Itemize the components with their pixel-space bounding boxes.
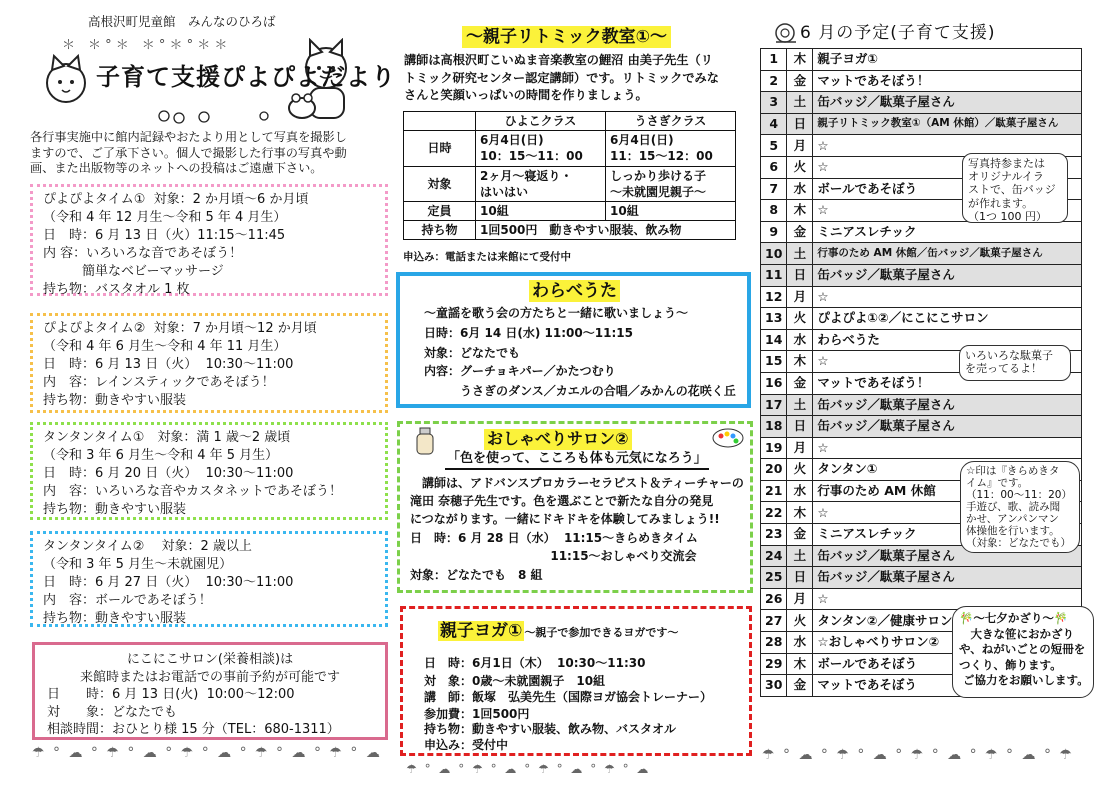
calendar-weekday: 水: [787, 480, 813, 502]
yoga-subtitle: 〜親子で参加できるヨガです〜: [524, 626, 679, 639]
paint-palette-icon: [712, 428, 744, 448]
salon-line: 相談時間：おひとり様 15 分（TEL：680-1311）: [47, 722, 340, 738]
event-line: 内 容：ボールであそぼう！: [43, 592, 212, 608]
table-cell: ひよこクラス: [476, 112, 606, 131]
calendar-date: 11: [761, 264, 787, 286]
calendar-row: [761, 70, 1082, 92]
event-line: 内 容：いろいろな音やカスタネットであそぼう！: [43, 483, 343, 499]
calendar-date: 27: [761, 610, 787, 632]
event-line: （令和 4 年 12 月生〜令和 5 年 4 月生）: [43, 209, 287, 225]
calendar-weekday: 月: [787, 588, 813, 610]
calendar-event: 行事のため AM 休館／缶バッジ／駄菓子屋さん: [813, 243, 1082, 265]
yoga-title-text: 親子ヨガ①: [440, 621, 523, 641]
calendar-date: 17: [761, 394, 787, 416]
oshaberi-line: 対象：どなたでも 8 組: [410, 568, 543, 582]
calendar-weekday: 金: [787, 372, 813, 394]
calendar-weekday: 月: [787, 437, 813, 459]
event-line: 日 時：6 月 13 日（火） 10:30〜11:00: [43, 356, 294, 372]
intro-line: 講師は高根沢町こいぬま音楽教室の鯉沼 由美子先生（リ: [404, 53, 713, 67]
event-line: 日 時：6 月 20 日（火） 10:30〜11:00: [43, 465, 294, 481]
badge-note-bubble: 写真持参または オリジナルイラ ストで、缶バッジ が作れます。 （1つ 100 円）: [962, 153, 1068, 223]
calendar-weekday: 水: [787, 632, 813, 654]
calendar-date: 12: [761, 286, 787, 308]
calendar-event: タンタン②／健康サロン: [813, 610, 1082, 632]
calendar-event: ☆: [813, 502, 1082, 524]
warabeuta-line: 対象：どなたでも: [424, 346, 521, 360]
kirameki-note-bubble: ☆印は『きらめきタ イム』です。 （11：00〜11：20） 手遊び、歌、読み聞 かせ、アンパンマン 体操他を行います。 （対象：どなたでも）: [960, 461, 1080, 553]
table-cell: 定員: [404, 201, 476, 220]
calendar-event: 行事のため AM 休館: [813, 480, 1082, 502]
tantan-time-1: [30, 422, 388, 520]
calendar-date: 14: [761, 329, 787, 351]
rhythmic-apply: 申込み：電話または来館にて受付中: [403, 251, 571, 263]
calendar-date: 3: [761, 92, 787, 114]
oshaberi-line: 日 時：6 月 28 日（水） 11:15〜きらめきタイム: [410, 531, 698, 545]
notice-line: 画、また出版物等のネットへの投稿はご遠慮下さい。: [30, 161, 323, 176]
warabeuta-line: 内容：グーチョキパー／かたつむり: [424, 364, 616, 378]
table-cell: 10組: [606, 201, 736, 220]
table-cell: 2ヶ月〜寝返り・ はいはい: [476, 166, 606, 201]
rhythmic-table: [403, 111, 736, 240]
dagashi-note-bubble: いろいろな駄菓子 を売ってるよ！: [959, 345, 1071, 381]
calendar-row: [761, 286, 1082, 308]
calendar-event: 缶バッジ／駄菓子屋さん: [813, 92, 1082, 114]
event-line: タンタンタイム① 対象：満 1 歳〜2 歳頃: [43, 430, 291, 445]
calendar-row: [761, 308, 1082, 330]
snail-icon: [772, 18, 798, 44]
tantan-time-2: [30, 531, 388, 627]
table-cell: [404, 112, 476, 131]
calendar-weekday: 日: [787, 416, 813, 438]
calendar-date: 23: [761, 524, 787, 546]
calendar-weekday: 金: [787, 524, 813, 546]
calendar-date: 21: [761, 480, 787, 502]
calendar-title: 6 月の予定(子育て支援): [800, 23, 996, 43]
event-line: タンタンタイム② 対象：2 歳以上: [43, 539, 252, 554]
calendar-weekday: 日: [787, 264, 813, 286]
calendar-event: 缶バッジ／駄菓子屋さん: [813, 416, 1082, 438]
table-cell: しっかり歩ける子 〜未就園児親子〜: [606, 166, 736, 201]
calendar-date: 30: [761, 675, 787, 697]
calendar-event: 缶バッジ／駄菓子屋さん: [813, 394, 1082, 416]
event-line: ぴよぴよタイム① 対象：2 か月頃〜6 か月頃: [43, 192, 309, 207]
calendar-date: 6: [761, 156, 787, 178]
table-cell: 対象: [404, 166, 476, 201]
calendar-row: [761, 113, 1082, 135]
calendar-date: 19: [761, 437, 787, 459]
yoga-line: 申込み：受付中: [424, 738, 509, 752]
calendar-event: マットであそぼう: [813, 675, 1082, 697]
calendar-row: [761, 221, 1082, 243]
calendar-date: 16: [761, 372, 787, 394]
intro-line: トミック研究センター認定講師）です。リトミックでみな: [404, 70, 719, 85]
table-row: [404, 201, 736, 220]
event-line: （令和 3 年 6 月生〜令和 4 年 5 月生）: [43, 447, 279, 463]
oshaberi-line: 講師は、アドバンスプロカラーセラピスト＆ティーチャーの: [410, 476, 744, 490]
event-line: 簡単なベビーマッサージ: [43, 263, 224, 279]
calendar-date: 8: [761, 200, 787, 222]
calendar-event: マットであそぼう！: [813, 70, 1082, 92]
salon-line: 日 時：6 月 13 日(火) 10:00〜12:00: [47, 687, 295, 703]
warabeuta-line: 〜童謡を歌う会の方たちと一緒に歌いましょう〜: [424, 306, 689, 320]
calendar-event: ぴよぴよ①②／にこにこサロン: [813, 308, 1082, 330]
calendar-event: ミニアスレチック: [813, 221, 1082, 243]
calendar-row: [761, 394, 1082, 416]
calendar-event: わらべうた: [813, 329, 1082, 351]
calendar-event: タンタン①: [813, 459, 1082, 481]
calendar-weekday: 月: [787, 135, 813, 157]
nikoniko-salon: [32, 642, 388, 740]
table-cell: 日時: [404, 131, 476, 166]
table-row: [404, 131, 736, 166]
calendar-weekday: 火: [787, 459, 813, 481]
oshaberi-salon-title: おしゃべりサロン②: [484, 429, 632, 450]
calendar-weekday: 金: [787, 70, 813, 92]
star-decoration: ＊ ＊ ° ＊ ＊ ° ＊ ° ＊ ＊: [62, 38, 228, 53]
oshaberi-line: 11:15〜おしゃべり交流会: [410, 549, 697, 563]
bottle-icon: [414, 426, 436, 456]
calendar-event: マットであそぼう！: [813, 372, 1082, 394]
calendar-weekday: 日: [787, 113, 813, 135]
calendar-date: 28: [761, 632, 787, 654]
salon-line: 対 象：どなたでも: [47, 704, 178, 720]
yoga-line: 日 時：6月1日（木） 10:30〜11:30: [424, 656, 646, 670]
calendar-weekday: 水: [787, 178, 813, 200]
event-line: 持ち物：動きやすい服装: [43, 392, 187, 408]
warabeuta-line: うさぎのダンス／カエルの合唱／みかんの花咲く丘: [424, 384, 736, 398]
calendar-date: 26: [761, 588, 787, 610]
calendar-date: 5: [761, 135, 787, 157]
calendar-row: [761, 416, 1082, 438]
calendar-weekday: 木: [787, 351, 813, 373]
rain-decoration: ☂ ° ☁ ° ☂ ° ☁ ° ☂ ° ☁ ° ☂ ° ☁ ° ☂: [762, 747, 1074, 763]
calendar-event: ☆: [813, 200, 1082, 222]
rhythmic-title: 〜親子リトミック教室①〜: [462, 26, 671, 48]
calendar-event: ☆: [813, 286, 1082, 308]
calendar-event: ☆おしゃべりサロン②: [813, 632, 1082, 654]
oyako-yoga-title: [438, 620, 678, 642]
calendar-row: [761, 437, 1082, 459]
calendar-event: 缶バッジ／駄菓子屋さん: [813, 545, 1082, 567]
yoga-line: 対 象：0歳〜未就園親子 10組: [424, 674, 606, 688]
event-line: 日 時：6 月 27 日（火） 10:30〜11:00: [43, 574, 294, 590]
calendar-event: 親子リトミック教室①（AM 休館）／駄菓子屋さん: [813, 113, 1082, 135]
calendar-weekday: 木: [787, 200, 813, 222]
event-line: 日 時：6 月 13 日（火）11:15〜11:45: [43, 227, 286, 243]
calendar-row: [761, 243, 1082, 265]
event-line: （令和 3 年 5 月生〜未就園児）: [43, 556, 233, 572]
salon-line: にこにこサロン(栄養相談)は: [126, 652, 294, 667]
calendar-event: ミニアスレチック: [813, 524, 1082, 546]
event-line: 持ち物：動きやすい服装: [43, 501, 187, 517]
photo-notice: [30, 130, 385, 177]
warabeuta-title: わらべうた: [529, 280, 620, 302]
event-line: （令和 4 年 6 月生〜令和 4 年 11 月生）: [43, 338, 287, 354]
yoga-line: 講 師：飯塚 弘美先生（国際ヨガ協会トレーナー）: [424, 690, 713, 704]
calendar-row: [761, 49, 1082, 71]
oshaberi-line: につながります。一緒にドキドキを体験してみましょう!!: [410, 512, 720, 526]
calendar-event: ☆: [813, 437, 1082, 459]
calendar-weekday: 土: [787, 243, 813, 265]
calendar-weekday: 火: [787, 156, 813, 178]
calendar-date: 15: [761, 351, 787, 373]
page-title: 子育て支援ぴよぴよだより: [96, 63, 396, 91]
table-cell: 10組: [476, 201, 606, 220]
oshaberi-line: 滝田 奈穂子先生です。色を選ぶことで新たな自分の発見: [410, 494, 714, 508]
calendar-weekday: 土: [787, 92, 813, 114]
calendar-date: 18: [761, 416, 787, 438]
notice-line: ますので、ご了承下さい。個人で撮影した行事の写真や動: [30, 145, 347, 160]
salon-line: 来館時またはお電話での事前予約が可能です: [79, 669, 340, 685]
calendar-date: 7: [761, 178, 787, 200]
calendar-date: 4: [761, 113, 787, 135]
calendar-event: 缶バッジ／駄菓子屋さん: [813, 567, 1082, 589]
calendar-row: [761, 567, 1082, 589]
calendar-weekday: 土: [787, 545, 813, 567]
org-name: 高根沢町児童館 みんなのひろば: [88, 14, 276, 29]
calendar-date: 13: [761, 308, 787, 330]
calendar-event: ☆: [813, 135, 1082, 157]
rain-decoration: ☂ ° ☁ ° ☂ ° ☁ ° ☂ ° ☁ ° ☂ ° ☁: [406, 762, 651, 776]
calendar-weekday: 火: [787, 610, 813, 632]
intro-line: さんと笑顔いっぱいの時間を作りましょう。: [404, 88, 648, 103]
table-row: [404, 221, 736, 240]
rain-decoration: ☂ ° ☁ ° ☂ ° ☁ ° ☂ ° ☁ ° ☂ ° ☁ ° ☂ ° ☁: [32, 745, 382, 761]
piyopiyo-time-2: [30, 313, 388, 413]
rhythmic-intro: [404, 52, 740, 105]
calendar-date: 20: [761, 459, 787, 481]
calendar-weekday: 水: [787, 329, 813, 351]
calendar-weekday: 月: [787, 286, 813, 308]
calendar-date: 1: [761, 49, 787, 71]
calendar-weekday: 木: [787, 502, 813, 524]
calendar-event: ボールであそぼう: [813, 653, 1082, 675]
calendar-event: ボールであそぼう: [813, 178, 1082, 200]
oshaberi-salon-subtitle: 「色を使って、こころも体も元気になろう」: [445, 451, 709, 470]
calendar-event: ☆: [813, 156, 1082, 178]
calendar-event: 親子ヨガ①: [813, 49, 1082, 71]
tanabata-note-bubble: 🎋〜七夕かざり〜🎋 大きな笹におかざり や、ねがいごとの短冊を つくり、飾ります。 ご協力をお願いします。: [952, 606, 1094, 698]
calendar-event: ☆: [813, 588, 1082, 610]
calendar-date: 10: [761, 243, 787, 265]
table-cell: 6月4日(日) 11：15〜12：00: [606, 131, 736, 166]
calendar-date: 24: [761, 545, 787, 567]
table-cell: 持ち物: [404, 221, 476, 240]
event-line: 持ち物：動きやすい服装: [43, 610, 187, 626]
event-line: 内 容：いろいろな音であそぼう！: [43, 245, 243, 261]
calendar-event: 缶バッジ／駄菓子屋さん: [813, 264, 1082, 286]
calendar-weekday: 土: [787, 394, 813, 416]
event-line: 内 容：レインスティックであそぼう！: [43, 374, 275, 390]
calendar-event: ☆: [813, 351, 1082, 373]
table-cell: うさぎクラス: [606, 112, 736, 131]
calendar-date: 9: [761, 221, 787, 243]
calendar-weekday: 木: [787, 653, 813, 675]
yoga-line: 持ち物：動きやすい服装、飲み物、バスタオル: [424, 722, 677, 736]
calendar-date: 29: [761, 653, 787, 675]
calendar-row: [761, 92, 1082, 114]
calendar-date: 2: [761, 70, 787, 92]
table-cell: 1回500円 動きやすい服装、飲み物: [476, 221, 736, 240]
calendar-weekday: 金: [787, 221, 813, 243]
calendar-date: 22: [761, 502, 787, 524]
table-row: [404, 112, 736, 131]
table-row: [404, 166, 736, 201]
calendar-date: 25: [761, 567, 787, 589]
event-line: ぴよぴよタイム② 対象：7 か月頃〜12 か月頃: [43, 321, 317, 336]
table-cell: 6月4日(日) 10：15〜11：00: [476, 131, 606, 166]
calendar-weekday: 金: [787, 675, 813, 697]
yoga-line: 参加費：1回500円: [424, 707, 530, 721]
event-line: 持ち物：バスタオル 1 枚: [43, 281, 190, 297]
calendar-weekday: 木: [787, 49, 813, 71]
calendar-weekday: 日: [787, 567, 813, 589]
notice-line: 各行事実施中に館内記録やおたより用として写真を撮影し: [30, 130, 347, 144]
calendar-row: [761, 264, 1082, 286]
warabeuta-line: 日時：6月 14 日(水) 11:00〜11:15: [424, 326, 633, 340]
calendar-weekday: 火: [787, 308, 813, 330]
piyopiyo-time-1: [30, 184, 388, 296]
